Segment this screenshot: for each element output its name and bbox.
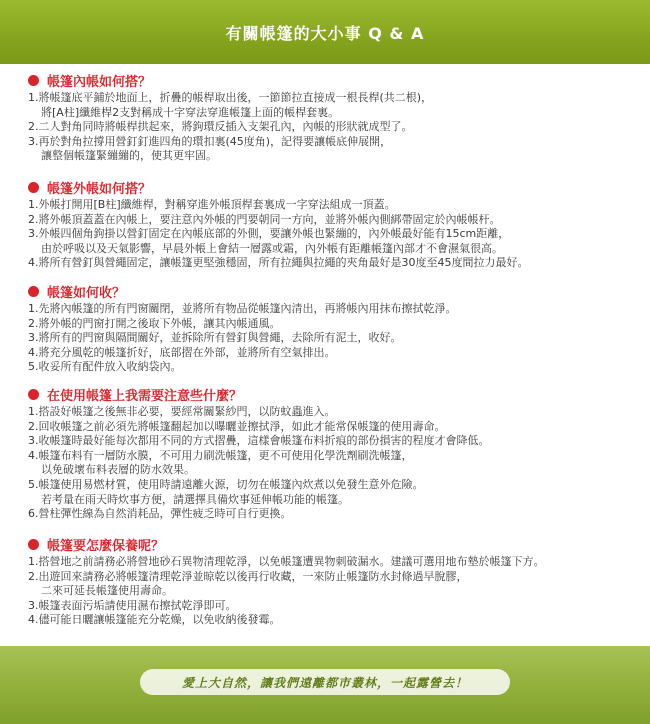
red-bullet-icon bbox=[28, 389, 39, 400]
header-banner bbox=[0, 0, 650, 64]
list-item: 1.搭營地之前請務必將營地砂石異物清理乾淨，以免帳篷遭異物刺破漏水。建議可選用地布墊於帳篷下方。 bbox=[28, 555, 545, 568]
section-title: 在使用帳篷上我需要注意些什麼？ bbox=[47, 388, 243, 404]
section-heading bbox=[28, 70, 432, 90]
slogan-band bbox=[140, 669, 510, 695]
list-item: 由於呼吸以及天氣影響，早晨外帳上會結一層露或霜，內外帳有距離帳篷內部才不會濕氣很高。 bbox=[41, 241, 503, 255]
list-item: 4.將所有營釘與營繩固定，讓帳篷更堅強穩固，所有拉繩與拉繩的夾角最好是30度至45度間拉力最好。 bbox=[28, 256, 529, 270]
list-item: 4.儘可能日曬讓帳篷能充分乾燥，以免收納後發霉。 bbox=[28, 613, 281, 627]
section-heading bbox=[28, 281, 457, 301]
list-item: 2.出遊回來請務必將帳篷清理乾淨並晾乾以後再行收藏，一來防止帳篷防水封條過早脫膠， bbox=[28, 569, 468, 583]
list-item: 6.營柱彈性線為自然消耗品，彈性疲乏時可自行更換。 bbox=[28, 507, 292, 521]
list-item: 5.收妥所有配件放入收納袋內。 bbox=[28, 360, 182, 374]
footer-slogan: 愛上大自然，讓我們遠離都市叢林，一起露營去！ bbox=[181, 675, 468, 690]
red-bullet-icon bbox=[28, 75, 39, 86]
red-bullet-icon bbox=[28, 182, 39, 193]
faq-section-outer-tent bbox=[28, 177, 529, 271]
list-item: 2.將外帳頂蓋蓋在內帳上，要注意內外帳的門要朝同一方向，並將外帳內側綁帶固定於內帳帳杆。 bbox=[28, 212, 501, 226]
list-item: 3.將所有的門窗與隔間關好，並拆除所有營釘與營繩，去除所有泥土，收好。 bbox=[28, 331, 402, 345]
list-item: 以免破壞布料表層的防水效果。 bbox=[41, 463, 195, 477]
red-bullet-icon bbox=[28, 286, 39, 297]
section-heading bbox=[28, 384, 490, 404]
list-item: 3.再於對角拉撐用營釘釘進四角的環扣裏(45度角)，記得要讓帳底伸展開， bbox=[28, 134, 392, 148]
list-item: 4.將充分風乾的帳篷折好，底部摺在外部，並將所有空氣排出。 bbox=[28, 345, 336, 359]
red-bullet-icon bbox=[28, 539, 39, 550]
list-item: 5.帳篷使用易燃材質，使用時請遠離火源，切勿在帳篷內炊煮以免發生意外危險。 bbox=[28, 477, 424, 491]
section-title: 帳篷要怎麼保養呢？ bbox=[47, 538, 165, 554]
footer-grass-banner bbox=[0, 646, 650, 724]
list-item: 1.外帳打開用[B柱]纖維桿，對稱穿進外帳頂桿套裏成一字穿法組成一頂蓋。 bbox=[28, 198, 396, 211]
faq-section-usage-notes bbox=[28, 384, 490, 522]
section-heading bbox=[28, 177, 529, 197]
list-item: 1.先將內帳篷的所有門窗關閉，並將所有物品從帳篷內清出，再將帳內用抹布擦拭乾淨。 bbox=[28, 302, 457, 315]
list-item: 4.帳篷布料有一層防水膜，不可用力刷洗帳篷，更不可使用化學洗劑刷洗帳篷， bbox=[28, 448, 413, 462]
list-item: 2.回收帳篷之前必須先將帳篷翻起加以曝曬並擦拭淨，如此才能常保帳篷的使用壽命。 bbox=[28, 419, 446, 433]
section-title: 帳篷如何收？ bbox=[47, 285, 126, 301]
list-item: 2.二人對角同時將帳桿拱起來，將鉤環反插入支架孔內，內帳的形狀就成型了。 bbox=[28, 120, 413, 134]
list-item: 3.帳篷表面污垢請使用濕布擦拭乾淨即可。 bbox=[28, 598, 237, 612]
list-item: 1.將帳篷底平鋪於地面上，折疊的帳桿取出後，一節節拉直接成一根長桿(共二根)， bbox=[28, 91, 433, 104]
faq-section-inner-tent bbox=[28, 70, 432, 164]
page-title: 有關帳篷的大小事 Q & A bbox=[225, 23, 425, 43]
section-heading bbox=[28, 534, 545, 554]
section-title: 帳篷外帳如何搭？ bbox=[47, 181, 152, 197]
list-item: 3.外帳四個角鉤掛以營釘固定在內帳底部的外側，要讓外帳也緊繃的，內外帳最好能有15cm距離， bbox=[28, 227, 510, 241]
list-item: 1.搭設好帳篷之後無非必要，要經常關緊紗門，以防蚊蟲進入。 bbox=[28, 405, 336, 418]
faq-section-pack-up bbox=[28, 281, 457, 375]
list-item: 二來可延長帳篷使用壽命。 bbox=[41, 584, 173, 598]
faq-section-maintenance bbox=[28, 534, 545, 628]
list-item: 3.收帳篷時最好能每次都用不同的方式摺疊，這樣會帳篷布料折痕的部份損害的程度才會降低。 bbox=[28, 434, 490, 448]
list-item: 將[A柱]纖維桿2支對稱成十字穿法穿進帳篷上面的帳桿套裏。 bbox=[41, 105, 340, 119]
section-title: 帳篷內帳如何搭？ bbox=[47, 74, 152, 90]
list-item: 若考量在雨天時炊事方便，請選擇具備炊事延伸帳功能的帳篷。 bbox=[41, 492, 349, 506]
list-item: 2.將外帳的門窗打開之後取下外帳，讓其內帳通風。 bbox=[28, 316, 281, 330]
list-item: 讓整個帳篷緊繃繃的，使其更牢固。 bbox=[41, 149, 217, 163]
